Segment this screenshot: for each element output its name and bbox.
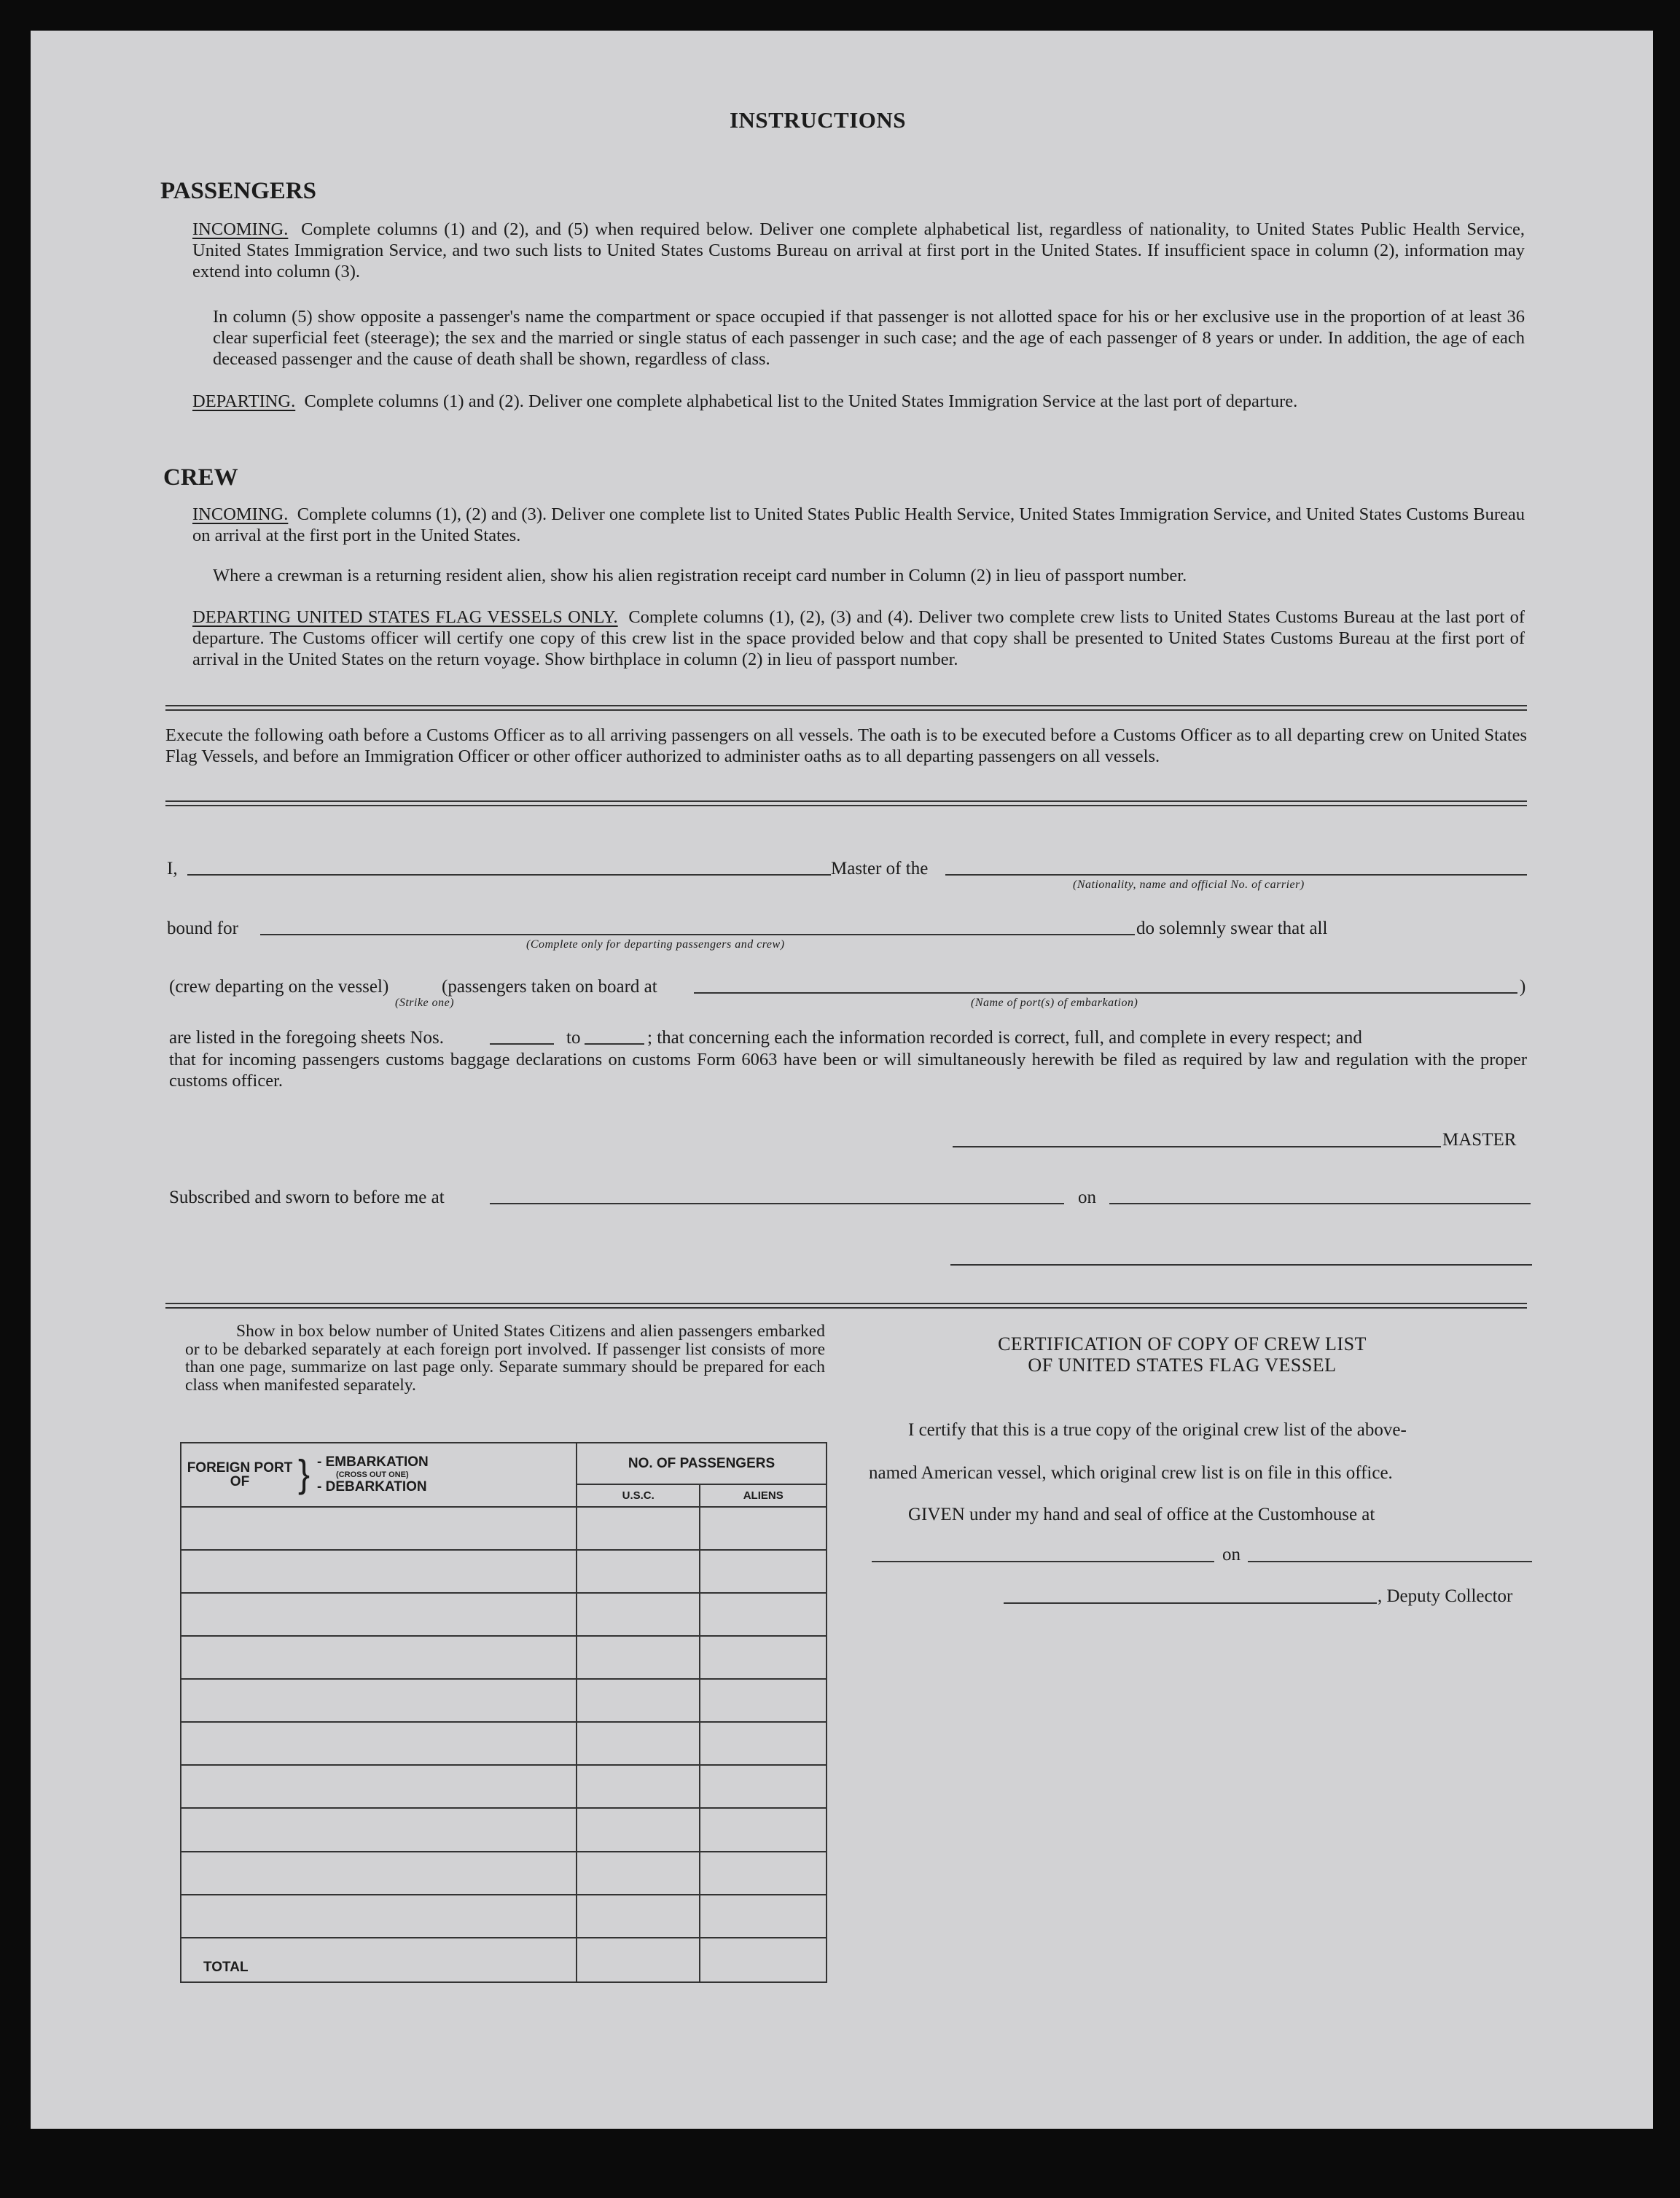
aliens-cell[interactable] — [700, 1550, 827, 1593]
master-label: MASTER — [1442, 1130, 1517, 1150]
sworn-place-field[interactable] — [490, 1203, 1064, 1204]
officer-signature-field[interactable] — [950, 1264, 1532, 1266]
embarkation-label: - EMBARKATION — [317, 1454, 429, 1470]
crew-departing-text: Complete columns (1), (2), (3) and (4). Deliver two complete crew lists to United States Customs Bureau at the last port of departure. The Customs officer will certify one copy of this crew list in the space provided below and that copy shall be presented to United States Customs Bureau at the first port of arrival in the United States on the return voyage. Show birthplace in column (2) in lieu of passport number. — [192, 607, 1525, 669]
port-cell[interactable] — [181, 1507, 577, 1550]
crew-incoming-text: Complete columns (1), (2) and (3). Deliver one complete list to United States Public Health Service, United States Immigration Service, and United States Customs Bureau on arrival at the first port in the United States. — [192, 504, 1525, 545]
usc-cell[interactable] — [577, 1593, 700, 1636]
listed-sheets-text: ; that concerning each the information recorded is correct, full, and complete in every respect; and — [647, 1028, 1362, 1048]
port-cell[interactable] — [181, 1679, 577, 1722]
close-paren: ) — [1520, 977, 1526, 997]
certification-heading-line1: CERTIFICATION OF COPY OF CREW LIST — [998, 1333, 1367, 1355]
aliens-cell[interactable] — [700, 1808, 827, 1851]
usc-cell[interactable] — [577, 1679, 700, 1722]
sheet-from-field[interactable] — [490, 1043, 554, 1045]
page-title: INSTRUCTIONS — [729, 107, 906, 133]
deputy-signature-field[interactable] — [1004, 1602, 1377, 1604]
to-label: to — [566, 1028, 581, 1048]
divider-double — [165, 800, 1527, 806]
debarkation-label: - DEBARKATION — [317, 1478, 427, 1494]
aliens-cell[interactable] — [700, 1636, 827, 1679]
port-cell[interactable] — [181, 1808, 577, 1851]
nationality-caption: (Nationality, name and official No. of carrier) — [1073, 878, 1305, 891]
usc-cell[interactable] — [577, 1895, 700, 1938]
passenger-summary-table — [180, 1442, 827, 1983]
departing-only-caption: (Complete only for departing passengers and crew) — [526, 938, 785, 951]
document-page — [31, 31, 1653, 2129]
passengers-heading: PASSENGERS — [160, 178, 316, 204]
passengers-taken-option[interactable]: (passengers taken on board at — [442, 977, 657, 997]
certification-line3: GIVEN under my hand and seal of office at the Customhouse at — [908, 1505, 1375, 1524]
subscribed-label: Subscribed and sworn to before me at — [169, 1188, 445, 1207]
certification-heading-line2: OF UNITED STATES FLAG VESSEL — [1028, 1355, 1337, 1376]
aliens-cell[interactable] — [700, 1765, 827, 1808]
crew-departing-paragraph — [192, 607, 1525, 670]
port-cell[interactable] — [181, 1636, 577, 1679]
passengers-incoming-label: INCOMING. — [192, 219, 289, 239]
usc-cell[interactable] — [577, 1507, 700, 1550]
usc-cell[interactable] — [577, 1722, 700, 1765]
crew-departing-option[interactable]: (crew departing on the vessel) — [169, 977, 389, 997]
no-of-passengers-header: NO. OF PASSENGERS — [577, 1443, 827, 1484]
master-name-field[interactable] — [187, 874, 831, 876]
usc-cell[interactable] — [577, 1852, 700, 1895]
crew-alien-paragraph: Where a crewman is a returning resident alien, show his alien registration receipt card number in Column (2) in lieu of passport number. — [213, 566, 1187, 585]
passengers-incoming-text: Complete columns (1) and (2), and (5) when required below. Deliver one complete alphabetical list, regardless of nationality, to United States Public Health Service, United States Immigration Service, and two such lists to United States Customs Bureau on arrival at first port in the United States. If insufficient space in column (2), information may extend into column (3). — [192, 219, 1525, 281]
port-header-cell — [181, 1443, 577, 1507]
total-usc-cell[interactable] — [577, 1938, 700, 1982]
usc-cell[interactable] — [577, 1808, 700, 1851]
certification-date-field[interactable] — [1248, 1561, 1532, 1562]
total-aliens-cell[interactable] — [700, 1938, 827, 1982]
deputy-collector-label: , Deputy Collector — [1378, 1586, 1513, 1606]
usc-cell[interactable] — [577, 1550, 700, 1593]
aliens-cell[interactable] — [700, 1507, 827, 1550]
crew-incoming-paragraph — [192, 504, 1525, 546]
certification-line2: named American vessel, which original crew list is on file in this office. — [869, 1463, 1393, 1483]
cross-out-one-label: (CROSS OUT ONE) — [336, 1470, 409, 1479]
usc-cell[interactable] — [577, 1765, 700, 1808]
usc-cell[interactable] — [577, 1636, 700, 1679]
port-cell[interactable] — [181, 1852, 577, 1895]
port-cell[interactable] — [181, 1722, 577, 1765]
passengers-departing-paragraph — [192, 391, 1525, 412]
aliens-cell[interactable] — [700, 1852, 827, 1895]
aliens-cell[interactable] — [700, 1895, 827, 1938]
port-cell[interactable] — [181, 1765, 577, 1808]
sheet-to-field[interactable] — [585, 1043, 644, 1045]
port-cell[interactable] — [181, 1550, 577, 1593]
passengers-departing-label: DEPARTING. — [192, 391, 296, 411]
master-signature-field[interactable] — [953, 1146, 1441, 1147]
strike-one-caption: (Strike one) — [395, 997, 455, 1009]
passengers-departing-text: Complete columns (1) and (2). Deliver one complete alphabetical list to the United States Immigration Service at the last port of departure. — [304, 391, 1298, 411]
crew-departing-label: DEPARTING UNITED STATES FLAG VESSELS ONLY. — [192, 607, 618, 627]
certification-on-label: on — [1222, 1545, 1241, 1564]
aliens-header: ALIENS — [700, 1484, 827, 1507]
oath-intro-paragraph: Execute the following oath before a Customs Officer as to all arriving passengers on all vessels. The oath is to be executed before a Customs Officer as to all departing crew on United States Flag Vessels, and before an Immigration Officer or other officer authorized to administer oaths as to all departing passengers on all vessels. — [165, 725, 1527, 766]
master-of-the-label: Master of the — [831, 859, 929, 878]
ports-caption: (Name of port(s) of embarkation) — [971, 997, 1138, 1009]
total-label: TOTAL — [181, 1938, 577, 1982]
port-cell[interactable] — [181, 1593, 577, 1636]
oath-i-label: I, — [167, 859, 178, 878]
foreign-port-label: FOREIGN PORT OF — [187, 1460, 293, 1489]
sworn-on-label: on — [1078, 1188, 1096, 1207]
bound-for-label: bound for — [167, 919, 238, 938]
passengers-column5-paragraph: In column (5) show opposite a passenger's name the compartment or space occupied if that passenger is not allotted space for his or her exclusive use in the proportion of at least 36 clear superficial feet (steerage); the sex and the married or single status of each passenger in such case; and the age of each passenger of 8 years or under. In addition, the age of each deceased passenger and the cause of death shall be shown, regardless of class. — [213, 307, 1525, 369]
embarkation-ports-field[interactable] — [694, 992, 1517, 994]
bound-for-field[interactable] — [260, 934, 1135, 935]
carrier-field[interactable] — [945, 874, 1527, 876]
summary-instructions: Show in box below number of United States Citizens and alien passengers embarked or to be debarked separately at each foreign port involved. If passenger list consists of more than one page, summarize on last page only. Separate summary should be prepared for each class when manifested separately. — [185, 1322, 825, 1395]
divider-double — [165, 1303, 1527, 1309]
sworn-date-field[interactable] — [1109, 1203, 1531, 1204]
aliens-cell[interactable] — [700, 1679, 827, 1722]
aliens-cell[interactable] — [700, 1722, 827, 1765]
customhouse-field[interactable] — [872, 1561, 1214, 1562]
listed-sheets-label: are listed in the foregoing sheets Nos. — [169, 1028, 444, 1048]
divider-double — [165, 705, 1527, 711]
crew-heading: CREW — [163, 464, 238, 491]
brace-glyph: } — [298, 1453, 310, 1496]
passengers-incoming-paragraph — [192, 219, 1525, 282]
swear-text: do solemnly swear that all — [1136, 919, 1328, 938]
crew-incoming-label: INCOMING. — [192, 504, 289, 524]
port-cell[interactable] — [181, 1895, 577, 1938]
baggage-declaration-text: that for incoming passengers customs baggage declarations on customs Form 6063 have been or will simultaneously herewith be filed as required by law and regulation with the proper customs officer. — [169, 1050, 1527, 1091]
usc-header: U.S.C. — [577, 1484, 700, 1507]
aliens-cell[interactable] — [700, 1593, 827, 1636]
certification-line1: I certify that this is a true copy of the original crew list of the above- — [908, 1420, 1407, 1440]
